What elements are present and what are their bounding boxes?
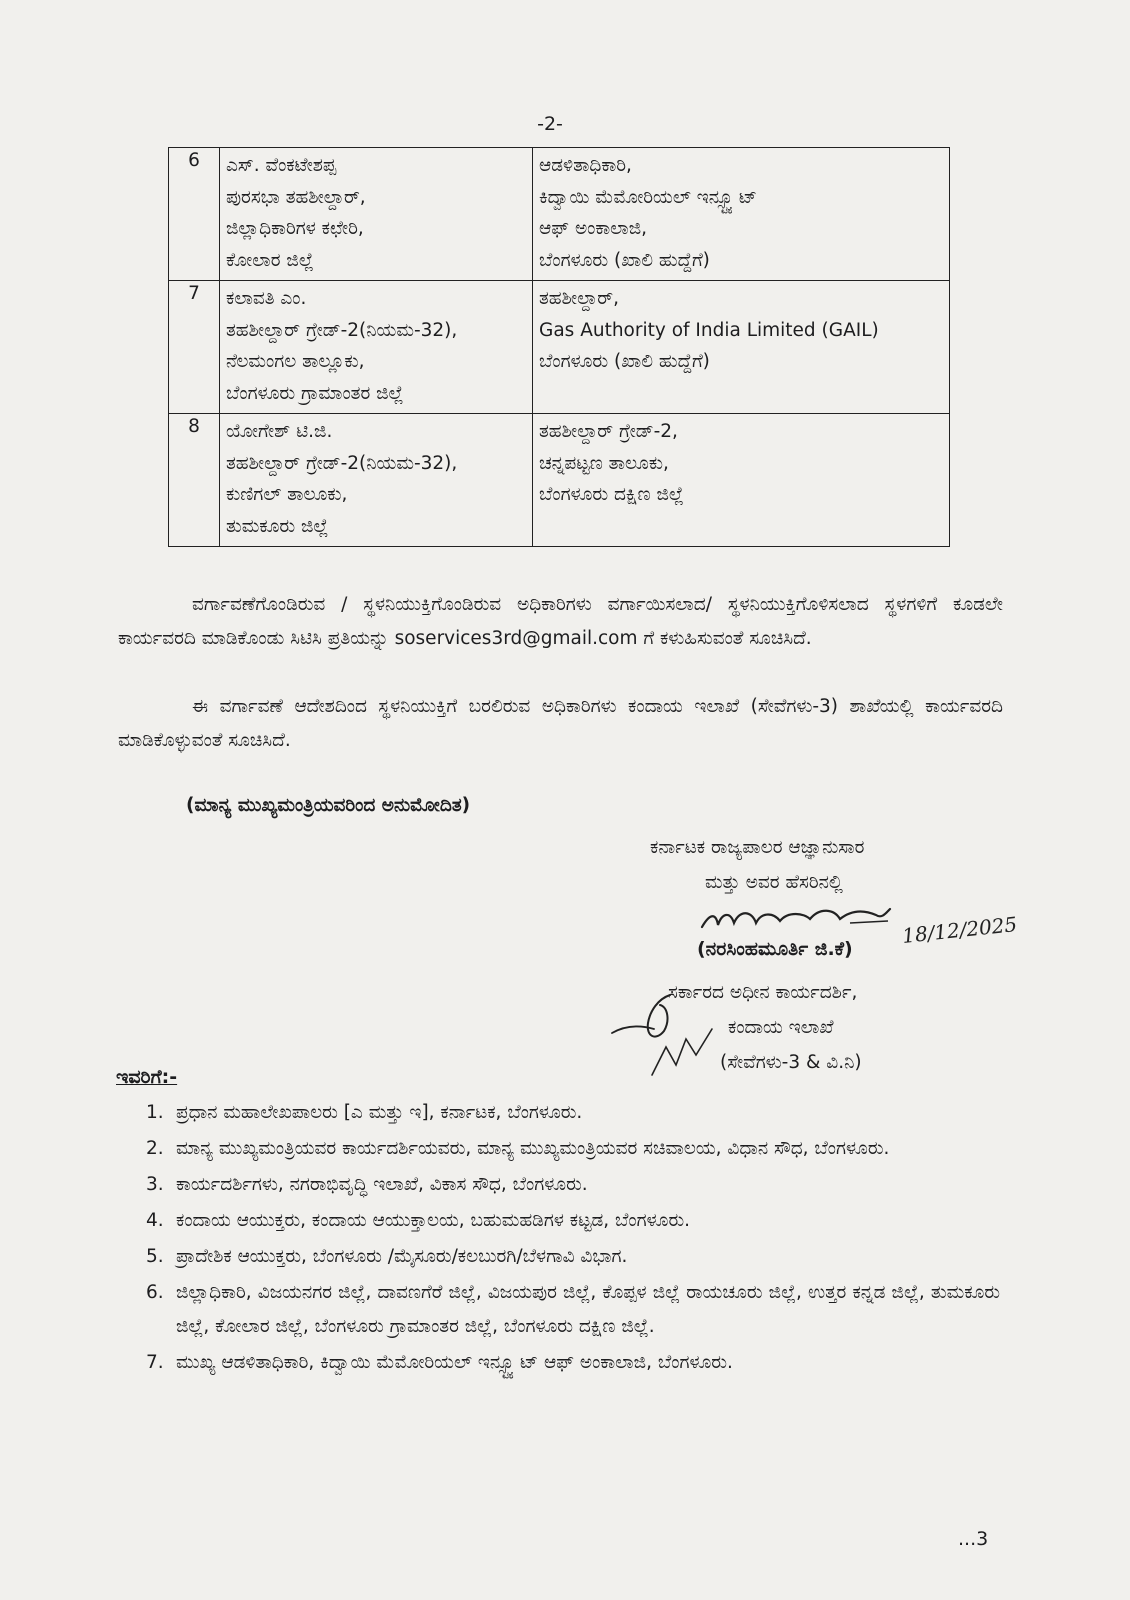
from-officer-cell [220,148,533,281]
to-post-cell [533,414,950,547]
instruction-paragraph-2: ಈ ವರ್ಗಾವಣೆ ಆದೇಶದಿಂದ ಸ್ಥಳನಿಯುಕ್ತಿಗೆ ಬರಲಿರುವ ಅಧಿಕಾರಿಗಳು ಕಂದಾಯ ಇಲಾಖೆ (ಸೇವೆಗಳು-3) ಶಾಖೆಯಲ್ಲಿ ಕಾರ್ಯವರದಿ ಮಾಡಿಕೊಳ್ಳುವಂತೆ ಸೂಚಿಸಿದೆ. [118,696,1003,751]
initial-signature [610,985,720,1085]
cell-line: ತುಮಕೂರು ಜಿಲ್ಲೆ [226,515,329,537]
transfer-table [168,147,950,547]
to-post-cell [533,148,950,281]
cell-line: ಜಿಲ್ಲಾಧಿಕಾರಿಗಳ ಕಛೇರಿ, [226,218,364,239]
order-line-1: ಕರ್ನಾಟಕ ರಾಜ್ಯಪಾಲರ ಆಜ್ಞಾನುಸಾರ [650,837,865,858]
cell-line: ಬೆಂಗಳೂರು (ಖಾಲಿ ಹುದ್ದೆಗೆ) [539,351,710,372]
signature-date: 18/12/2025 [901,912,1019,948]
cell-line: ನೆಲಮಂಗಲ ತಾಲ್ಲೂಕು, [226,351,365,372]
list-item: 4. ಕಂದಾಯ ಆಯುಕ್ತರು, ಕಂದಾಯ ಆಯುಕ್ತಾಲಯ, ಬಹುಮಹಡಿಗಳ ಕಟ್ಟಡ, ಬೆಂಗಳೂರು. [146,1210,691,1231]
next-page-marker: ...3 [958,1528,989,1550]
recipients-heading: ಇವರಿಗೆ:- [116,1066,178,1088]
handwritten-signature [700,905,900,935]
cell-line: ತಹಶೀಲ್ದಾರ್ ಗ್ರೇಡ್-2, [539,421,678,442]
list-item: 6. ಜಿಲ್ಲಾಧಿಕಾರಿ, ವಿಜಯನಗರ ಜಿಲ್ಲೆ, ದಾವಣಗೆರೆ ಜಿಲ್ಲೆ, ವಿಜಯಪುರ ಜಿಲ್ಲೆ, ಕೊಪ್ಪಳ ಜಿಲ್ಲೆ ರಾಯಚೂರು ಜಿಲ್ಲೆ, ಉತ್ತರ ಕನ್ನಡ ಜಿಲ್ಲೆ, ತುಮಕೂರು ಜಿಲ್ಲೆ, ಕೋಲಾರ ಜಿಲ್ಲೆ, ಬೆಂಗಳೂರು ಗ್ರಾಮಾಂತರ ಜಿಲ್ಲೆ, ಬೆಂಗಳೂರು ದಕ್ಷಿಣ ಜಿಲ್ಲೆ. [146,1282,1000,1337]
cell-line: ಕೋಲಾರ ಜಿಲ್ಲೆ [226,249,314,271]
from-officer-cell [220,281,533,414]
serial-number: 6 [169,148,220,281]
list-item: 5. ಪ್ರಾದೇಶಿಕ ಆಯುಕ್ತರು, ಬೆಂಗಳೂರು /ಮೈಸೂರು/ಕಲಬುರಗಿ/ಬೆಳಗಾವಿ ವಿಭಾಗ. [146,1246,628,1267]
table-row [169,148,950,281]
instruction-paragraph-1: ವರ್ಗಾವಣೆಗೊಂಡಿರುವ / ಸ್ಥಳನಿಯುಕ್ತಿಗೊಂಡಿರುವ ಅಧಿಕಾರಿಗಳು ವರ್ಗಾಯಿಸಲಾದ/ ಸ್ಥಳನಿಯುಕ್ತಿಗೊಳಿಸಲಾದ ಸ್ಥಳಗಳಿಗೆ ಕೂಡಲೇ ಕಾರ್ಯವರದಿ ಮಾಡಿಕೊಂಡು ಸಿಟಿಸಿ ಪ್ರತಿಯನ್ನು soservices3rd@gmail.com ಗೆ ಕಳುಹಿಸುವಂತೆ ಸೂಚಿಸಿದೆ. [118,594,1003,649]
cell-line: ಪುರಸಭಾ ತಹಶೀಲ್ದಾರ್, [226,186,366,208]
serial-number: 7 [169,281,220,414]
cell-line: ಯೋಗೇಶ್ ಟಿ.ಜಿ. [226,421,333,442]
cell-line: ತಹಶೀಲ್ದಾರ್ ಗ್ರೇಡ್-2(ನಿಯಮ-32), [226,319,458,341]
cell-line: ಆಡಳಿತಾಧಿಕಾರಿ, [539,155,632,176]
cell-line: ತಹಶೀಲ್ದಾರ್, [539,288,619,309]
list-item: 1. ಪ್ರಧಾನ ಮಹಾಲೇಖಪಾಲರು [ಎ ಮತ್ತು ಇ], ಕರ್ನಾಟಕ, ಬೆಂಗಳೂರು. [146,1102,583,1123]
cell-line: ಬೆಂಗಳೂರು ದಕ್ಷಿಣ ಜಿಲ್ಲೆ [539,484,684,505]
approval-note: (ಮಾನ್ಯ ಮುಖ್ಯಮಂತ್ರಿಯವರಿಂದ ಅನುಮೋದಿತ) [186,795,471,816]
to-post-cell [533,281,950,414]
designation-line-1: ಸರ್ಕಾರದ ಅಧೀನ ಕಾರ್ಯದರ್ಶಿ, [668,982,858,1003]
cell-line: ಚನ್ನಪಟ್ಟಣ ತಾಲೂಕು, [539,452,669,474]
serial-number: 8 [169,414,220,547]
cell-line: ಬೆಂಗಳೂರು ಗ್ರಾಮಾಂತರ ಜಿಲ್ಲೆ [226,382,404,404]
cell-line: ತಹಶೀಲ್ದಾರ್ ಗ್ರೇಡ್-2(ನಿಯಮ-32), [226,452,458,474]
cell-line: ಕಿದ್ವಾಯಿ ಮೆಮೋರಿಯಲ್ ಇನ್ಸ್ಟ್ಯೂಟ್ [539,186,757,208]
designation-line-2: ಕಂದಾಯ ಇಲಾಖೆ [728,1017,834,1038]
governor-order-block [650,830,864,900]
order-line-2: ಮತ್ತು ಅವರ ಹೆಸರಿನಲ್ಲಿ [705,872,843,893]
designation-line-3: (ಸೇವೆಗಳು-3 & ವಿ.ನಿ) [720,1052,862,1073]
cell-line: ಕಲಾವತಿ ಎಂ. [226,288,307,309]
table-row [169,414,950,547]
cell-line: ಆಫ್ ಅಂಕಾಲಾಜಿ, [539,218,648,239]
from-officer-cell [220,414,533,547]
cell-line: ಬೆಂಗಳೂರು (ಖಾಲಿ ಹುದ್ದೆಗೆ) [539,249,710,271]
cell-line: ಕುಣಿಗಲ್ ತಾಲೂಕು, [226,484,348,505]
table-row [169,281,950,414]
recipients-list [132,1096,1000,1382]
list-item: 7. ಮುಖ್ಯ ಆಡಳಿತಾಧಿಕಾರಿ, ಕಿದ್ವಾಯಿ ಮೆಮೋರಿಯಲ್ ಇನ್ಸ್ಟ್ಯೂಟ್ ಆಫ್ ಅಂಕಾಲಾಜಿ, ಬೆಂಗಳೂರು. [146,1352,733,1373]
cell-line: Gas Authority of India Limited (GAIL) [539,319,879,341]
list-item: 3. ಕಾರ್ಯದರ್ಶಿಗಳು, ನಗರಾಭಿವೃದ್ಧಿ ಇಲಾಖೆ, ವಿಕಾಸ ಸೌಧ, ಬೆಂಗಳೂರು. [146,1174,588,1195]
page-number: -2- [537,113,563,135]
cell-line: ಎಸ್. ವೆಂಕಟೇಶಪ್ಪ [226,155,337,176]
list-item: 2. ಮಾನ್ಯ ಮುಖ್ಯಮಂತ್ರಿಯವರ ಕಾರ್ಯದರ್ಶಿಯವರು, ಮಾನ್ಯ ಮುಖ್ಯಮಂತ್ರಿಯವರ ಸಚಿವಾಲಯ, ವಿಧಾನ ಸೌಧ, ಬೆಂಗಳೂರು. [146,1138,890,1159]
signatory-name: (ನರಸಿಂಹಮೂರ್ತಿ ಜಿ.ಕೆ) [697,938,853,960]
